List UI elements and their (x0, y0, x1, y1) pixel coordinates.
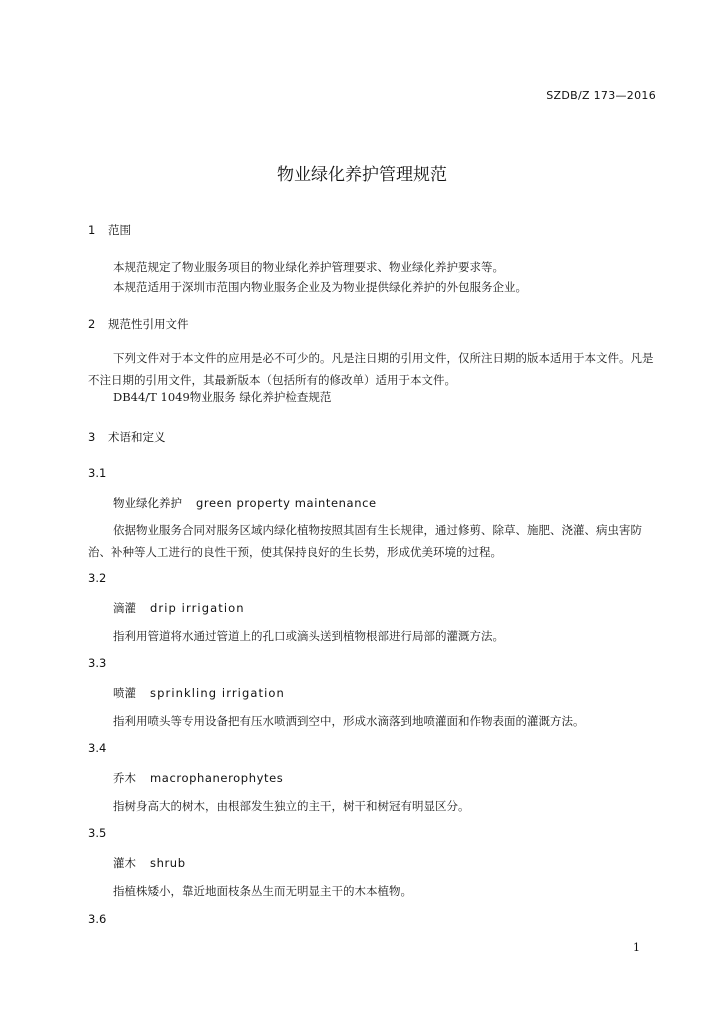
term-entry (113, 600, 245, 616)
term-english: drip irrigation (150, 601, 245, 615)
section-title: 术语和定义 (108, 430, 166, 444)
clause-number: 3.5 (88, 826, 107, 840)
scope-paragraph-2: 本规范适用于深圳市范围内物业服务企业及为物业提供绿化养护的外包服务企业。 (113, 280, 527, 294)
term-definition: 指利用管道将水通过管道上的孔口或滴头送到植物根部进行局部的灌溉方法。 (113, 629, 504, 643)
section-title: 规范性引用文件 (108, 317, 189, 331)
reference-document: DB44/T 1049物业服务 绿化养护检查规范 (113, 390, 332, 404)
term-english: sprinkling irrigation (150, 686, 285, 700)
standard-number: SZDB/Z 173—2016 (546, 89, 656, 102)
clause-number: 3.3 (88, 656, 107, 670)
term-definition: 指植株矮小，靠近地面枝条丛生而无明显主干的木本植物。 (113, 884, 412, 898)
term-definition: 依据物业服务合同对服务区域内绿化植物按照其固有生长规律，通过修剪、除草、施肥、浇灌、病虫害防治、补种等人工进行的良性干预，使其保持良好的生长势，形成优美环境的过程。 (88, 523, 642, 559)
section-heading-terms (88, 429, 166, 445)
term-chinese: 喷灌 (113, 686, 136, 700)
section-number: 2 (88, 317, 96, 331)
section-heading-scope (88, 222, 131, 238)
term-chinese: 物业绿化养护 (113, 496, 182, 510)
term-definition: 指利用喷头等专用设备把有压水喷洒到空中，形成水滴落到地喷灌面和作物表面的灌溉方法。 (113, 714, 585, 728)
term-english: green property maintenance (196, 496, 377, 510)
term-entry (113, 495, 377, 511)
section-number: 3 (88, 430, 96, 444)
term-chinese: 滴灌 (113, 601, 136, 615)
term-entry (113, 855, 186, 871)
scope-paragraph-1: 本规范规定了物业服务项目的物业绿化养护管理要求、物业绿化养护要求等。 (113, 260, 504, 274)
document-title: 物业绿化养护管理规范 (277, 165, 447, 185)
references-paragraph: 下列文件对于本文件的应用是必不可少的。凡是注日期的引用文件，仅所注日期的版本适用于本文件。凡是不注日期的引用文件，其最新版本（包括所有的修改单）适用于本文件。 (88, 351, 654, 387)
term-definition: 指树身高大的树木，由根部发生独立的主干，树干和树冠有明显区分。 (113, 799, 470, 813)
term-entry (113, 770, 283, 786)
term-english: macrophanerophytes (150, 771, 284, 785)
clause-number: 3.4 (88, 741, 107, 755)
section-heading-references (88, 316, 189, 332)
term-chinese: 灌木 (113, 856, 136, 870)
section-title: 范围 (108, 223, 131, 237)
term-chinese: 乔木 (113, 771, 136, 785)
clause-number: 3.6 (88, 912, 107, 926)
term-entry (113, 685, 285, 701)
term-english: shrub (150, 856, 186, 870)
section-number: 1 (88, 223, 96, 237)
page-number: 1 (633, 941, 640, 954)
clause-number: 3.1 (88, 466, 107, 480)
clause-number: 3.2 (88, 571, 107, 585)
